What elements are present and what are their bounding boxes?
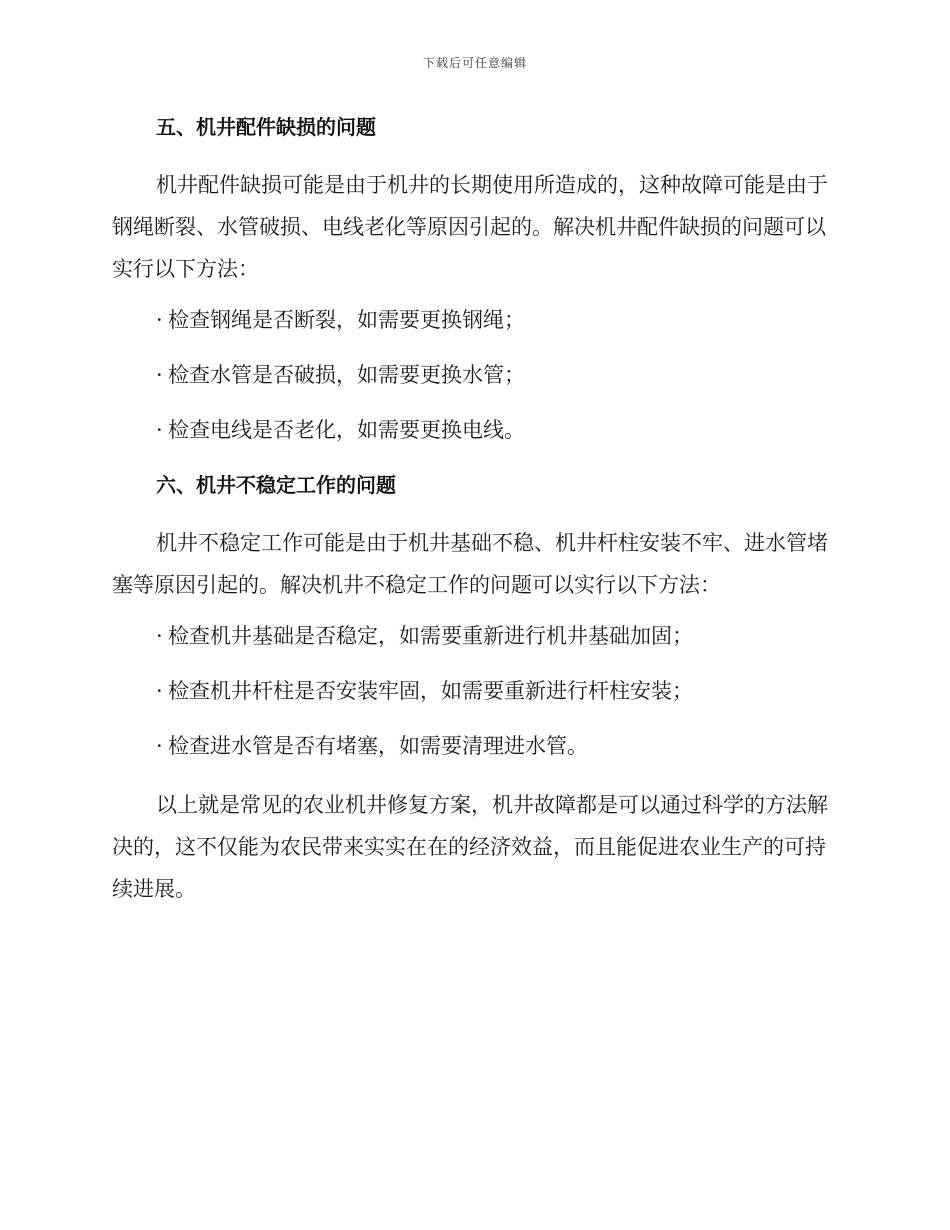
bullet-text: 检查机井杆柱是否安装牢固，如需要重新进行杆柱安装； (168, 679, 693, 703)
section-5-bullet-1 (112, 303, 832, 337)
bullet-dot: · (156, 734, 163, 758)
bullet-text: 检查机井基础是否稳定，如需要重新进行机井基础加固； (168, 624, 693, 648)
bullet-text: 检查钢绳是否断裂，如需要更换钢绳； (168, 308, 525, 332)
document-body (112, 110, 832, 923)
bullet-dot: · (156, 679, 163, 703)
section-6-bullet-2 (112, 674, 832, 708)
header-note: 下载后可任意编辑 (422, 56, 527, 70)
conclusion-paragraph: 以上就是常见的农业机井修复方案，机井故障都是可以通过科学的方法解决的，这不仅能为农民带来实实在在的经济效益，而且能促进农业生产的可持续进展。 (112, 793, 828, 901)
bullet-text: 检查进水管是否有堵塞，如需要清理进水管。 (168, 734, 588, 758)
bullet-dot: · (156, 363, 163, 387)
bullet-dot: · (156, 624, 163, 648)
bullet-dot: · (156, 308, 163, 332)
section-5-intro: 机井配件缺损可能是由于机井的长期使用所造成的，这种故障可能是由于钢绳断裂、水管破损、电线老化等原因引起的。解决机井配件缺损的问题可以实行以下方法： (112, 173, 828, 281)
section-5-bullet-2 (112, 358, 832, 392)
section-5-heading: 五、机井配件缺损的问题 (156, 115, 376, 139)
bullet-text: 检查水管是否破损，如需要更换水管； (168, 363, 525, 387)
section-6-bullet-1 (112, 619, 832, 653)
section-6-intro: 机井不稳定工作可能是由于机井基础不稳、机井杆柱安装不牢、进水管堵塞等原因引起的。解决机井不稳定工作的问题可以实行以下方法： (112, 531, 828, 597)
bullet-dot: · (156, 418, 163, 442)
section-6-bullet-3 (112, 729, 832, 763)
section-5-bullet-3 (112, 413, 832, 447)
section-6-heading: 六、机井不稳定工作的问题 (156, 473, 396, 497)
bullet-text: 检查电线是否老化，如需要更换电线。 (168, 418, 525, 442)
